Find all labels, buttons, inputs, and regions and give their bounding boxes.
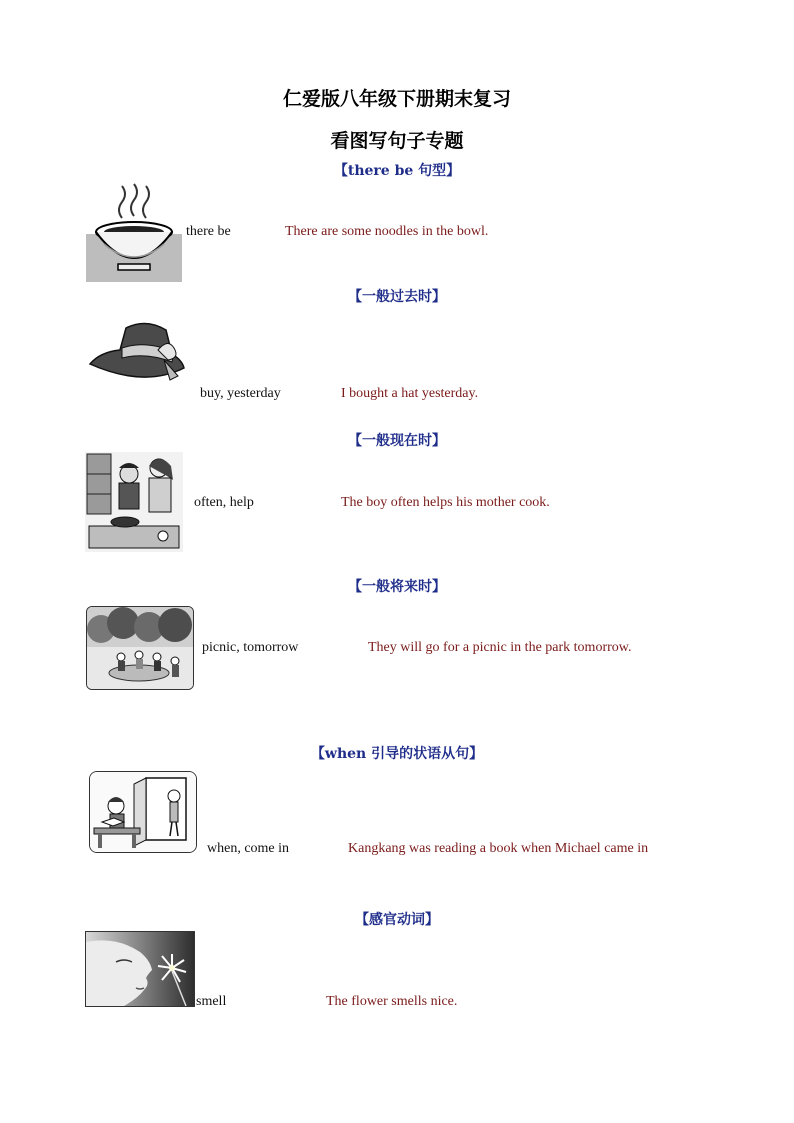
section-heading-when-clause: 【when 引导的状语从句】 <box>310 746 484 762</box>
hint-words: picnic, tomorrow <box>202 640 299 655</box>
answer-sentence: The flower smells nice. <box>326 994 458 1009</box>
answer-sentence: Kangkang was reading a book when Michael came in <box>348 841 649 856</box>
hint-words: buy, yesterday <box>200 386 281 401</box>
hint-words: there be <box>186 224 231 239</box>
hat-picture <box>88 320 188 392</box>
section-heading-sense-verbs: 【感官动词】 <box>355 912 439 928</box>
hint-words: when, come in <box>207 841 290 856</box>
hint-words: often, help <box>194 495 254 510</box>
noodle-bowl-picture <box>86 182 182 282</box>
answer-sentence: There are some noodles in the bowl. <box>285 224 489 239</box>
answer-sentence: I bought a hat yesterday. <box>341 386 479 401</box>
document-subtitle: 看图写句子专题 <box>330 130 464 152</box>
answer-sentence: The boy often helps his mother cook. <box>341 495 550 510</box>
section-heading-past-tense: 【一般过去时】 <box>348 289 446 305</box>
woman-smelling-flower-picture <box>85 931 195 1007</box>
picnic-in-park-picture <box>86 606 194 690</box>
hint-words: smell <box>196 994 227 1009</box>
section-heading-there-be: 【there be 句型】 <box>333 163 461 179</box>
document-title: 仁爱版八年级下册期末复习 <box>282 88 511 110</box>
answer-sentence: They will go for a picnic in the park tomorrow. <box>368 640 632 655</box>
section-heading-future: 【一般将来时】 <box>348 579 446 595</box>
boy-helping-mother-cook-picture <box>85 452 183 552</box>
section-heading-present-simple: 【一般现在时】 <box>348 433 446 449</box>
boy-reading-at-desk-picture <box>89 771 197 853</box>
